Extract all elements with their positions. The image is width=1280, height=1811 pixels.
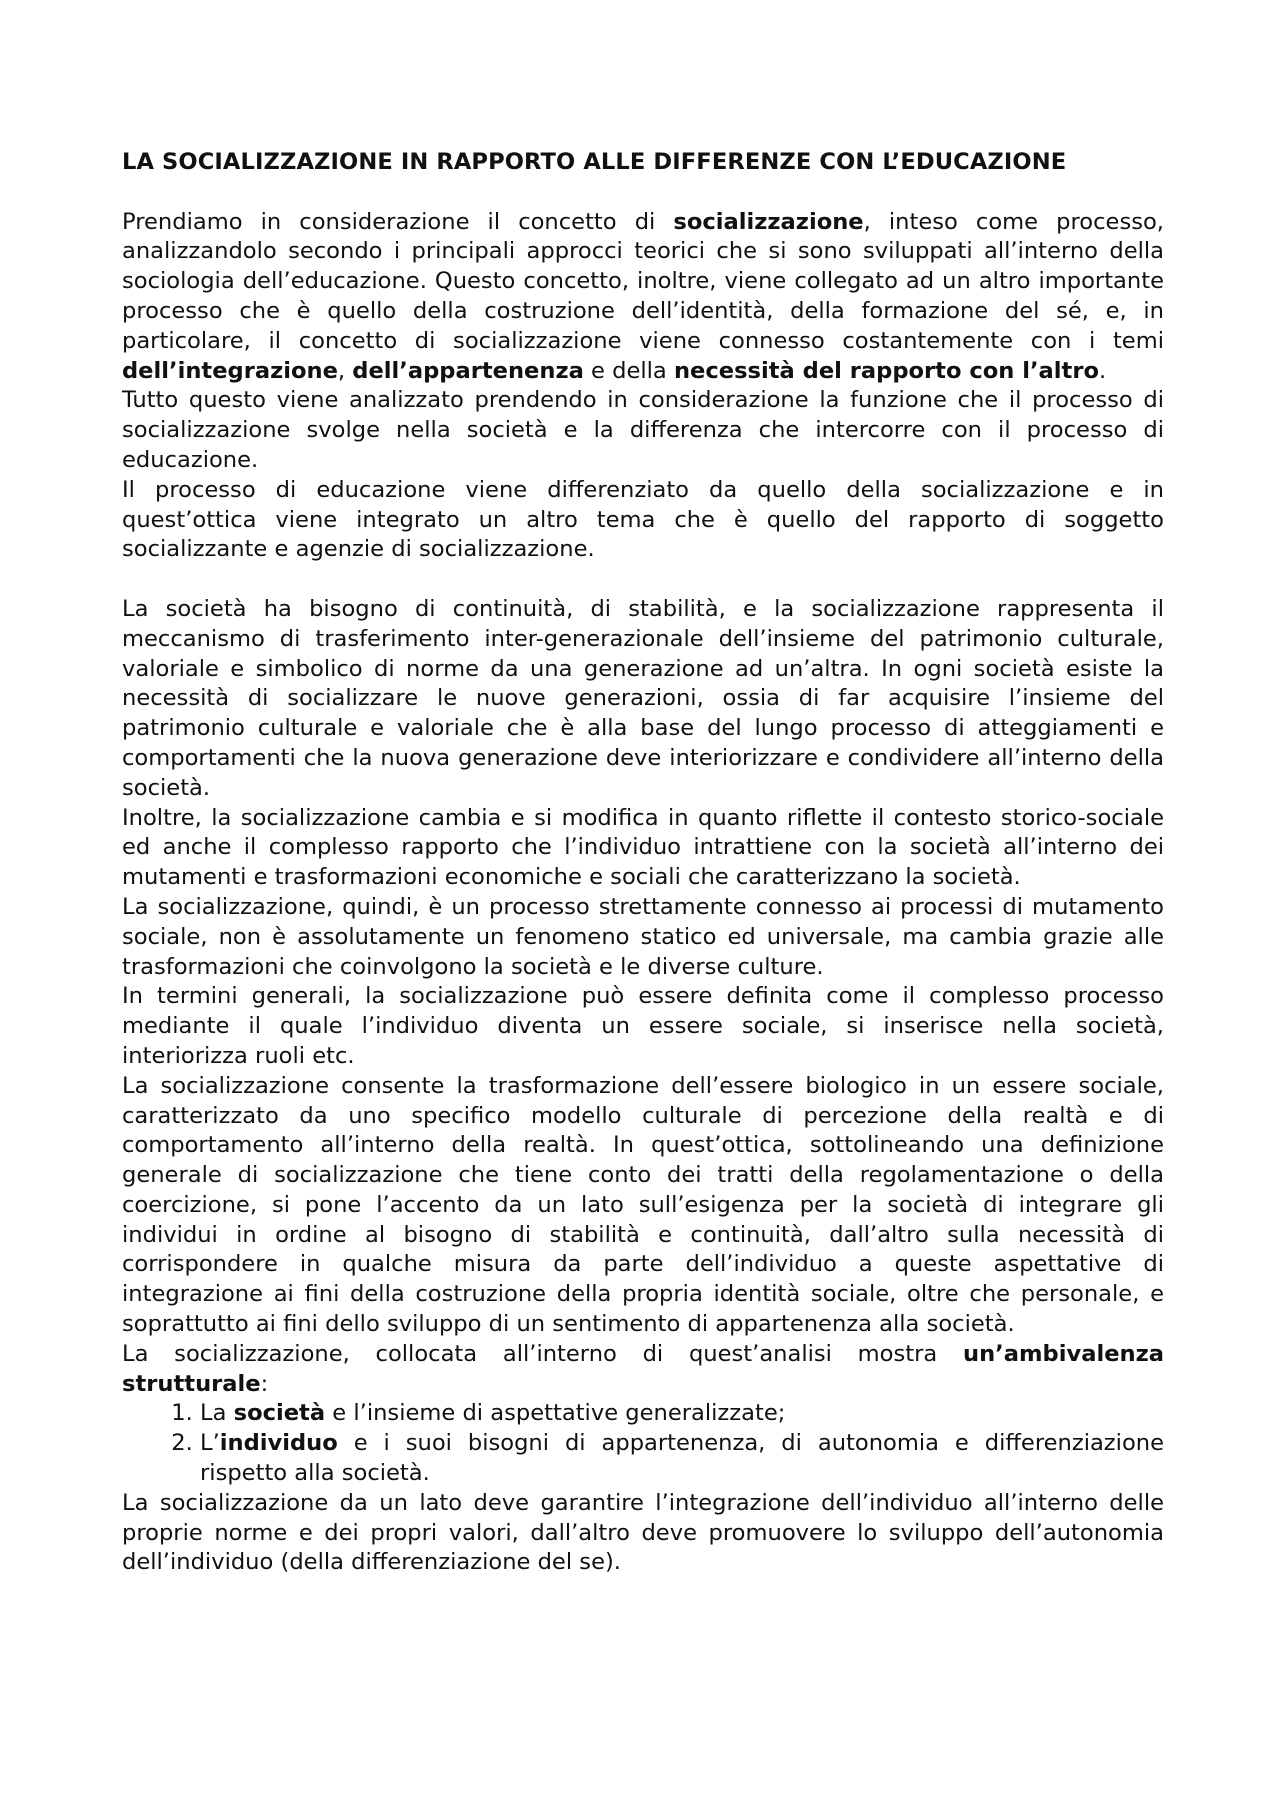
blank-line	[122, 565, 1164, 595]
bold-term: individuo	[219, 1430, 338, 1457]
paragraph-10: La socializzazione da un lato deve garantire l’integrazione dell’individuo all’interno delle proprie norme e dei propri valori, dall’altro deve promuovere lo sviluppo dell’autonomia dell’individuo (della differenziazione del se).	[122, 1489, 1164, 1576]
text-span: Prendiamo in considerazione il concetto di	[122, 208, 674, 235]
text-span: L’	[200, 1430, 220, 1457]
bold-term: un’ambivalenza strutturale	[122, 1340, 1164, 1397]
text-span: .	[1099, 357, 1107, 384]
document-title: LA SOCIALIZZAZIONE IN RAPPORTO ALLE DIFFERENZE CON L’EDUCAZIONE	[122, 149, 1067, 175]
paragraph-2: Tutto questo viene analizzato prendendo in considerazione la funzione che il processo di socializzazione svolge nella società e la differenza che intercorre con il processo di educazione.	[122, 387, 1164, 473]
paragraph-7: In termini generali, la socializzazione può essere definita come il complesso processo mediante il quale l’individuo diventa un essere sociale, si inserisce nella società, interiorizza ruoli etc.	[122, 983, 1164, 1069]
document-page	[122, 148, 1164, 1578]
paragraph-intro	[122, 208, 1164, 387]
text-span: e della	[583, 357, 674, 384]
paragraph-9	[122, 1340, 1164, 1400]
paragraph-8: La socializzazione consente la trasformazione dell’essere biologico in un essere sociale, caratterizzato da uno specifico modello culturale di percezione della realtà e di comportamento all’interno della realtà. In quest’ottica, sottolineando una definizione generale di socializzazione che tiene conto dei tratti della regolamentazione o della coercizione, si pone l’accento da un lato sull’esigenza per la società di integrare gli individui in ordine al bisogno di stabilità e continuità, dall’altro sulla necessità di corrispondere in qualche misura da parte dell’individuo a queste aspettative di integrazione ai fini della costruzione della propria identità sociale, oltre che personale, e soprattutto ai fini dello sviluppo di un sentimento di appartenenza alla società.	[122, 1072, 1164, 1338]
bold-term: necessità del rapporto con l’altro	[673, 357, 1099, 384]
text-span: e i suoi bisogni di appartenenza, di autonomia e differenziazione rispetto alla società.	[200, 1430, 1164, 1487]
bold-term: dell’integrazione	[122, 357, 338, 384]
text-span: , inteso come processo, analizzandolo secondo i principali approcci teorici che si sono sviluppati all’interno della sociologia dell’educazione. Questo concetto, inoltre, viene collegato ad un altro importante processo che è quello della costruzione dell’identità, della formazione del sé, e, in particolare, il concetto di socializzazione viene connesso costantemente con i temi	[122, 208, 1164, 354]
text-span: ,	[337, 357, 353, 384]
bold-term: dell’appartenenza	[352, 357, 584, 384]
text-span: :	[260, 1370, 269, 1397]
paragraph-3: Il processo di educazione viene differenziato da quello della socializzazione e in quest’ottica viene integrato un altro tema che è quello del rapporto di soggetto socializzante e agenzie di socializzazione.	[122, 476, 1164, 563]
list-item	[200, 1429, 1164, 1489]
text-span: La socializzazione, collocata all’interno di quest’analisi mostra	[122, 1340, 964, 1367]
paragraph-5: Inoltre, la socializzazione cambia e si modifica in quanto riflette il contesto storico-sociale ed anche il complesso rapporto che l’individuo intrattiene con la società all’interno dei mutamenti e trasformazioni economiche e sociali che caratterizzano la società.	[122, 804, 1164, 891]
paragraph-6: La socializzazione, quindi, è un processo strettamente connesso ai processi di mutamento sociale, non è assolutamente un fenomeno statico ed universale, ma cambia grazie alle trasformazioni che coinvolgono la società e le diverse culture.	[122, 893, 1164, 980]
bold-term: società	[233, 1400, 326, 1427]
list-item	[200, 1399, 1164, 1429]
bold-term: socializzazione	[673, 208, 864, 235]
numbered-list	[122, 1399, 1164, 1488]
text-span: La	[200, 1400, 234, 1427]
text-span: e l’insieme di aspettative generalizzate;	[325, 1400, 786, 1427]
paragraph-4: La società ha bisogno di continuità, di stabilità, e la socializzazione rappresenta il meccanismo di trasferimento inter-generazionale dell’insieme del patrimonio culturale, valoriale e simbolico di norme da una generazione ad un’altra. In ogni società esiste la necessità di socializzare le nuove generazioni, ossia di far acquisire l’insieme del patrimonio culturale e valoriale che è alla base del lungo processo di atteggiamenti e comportamenti che la nuova generazione deve interiorizzare e condividere all’interno della società.	[122, 595, 1164, 801]
